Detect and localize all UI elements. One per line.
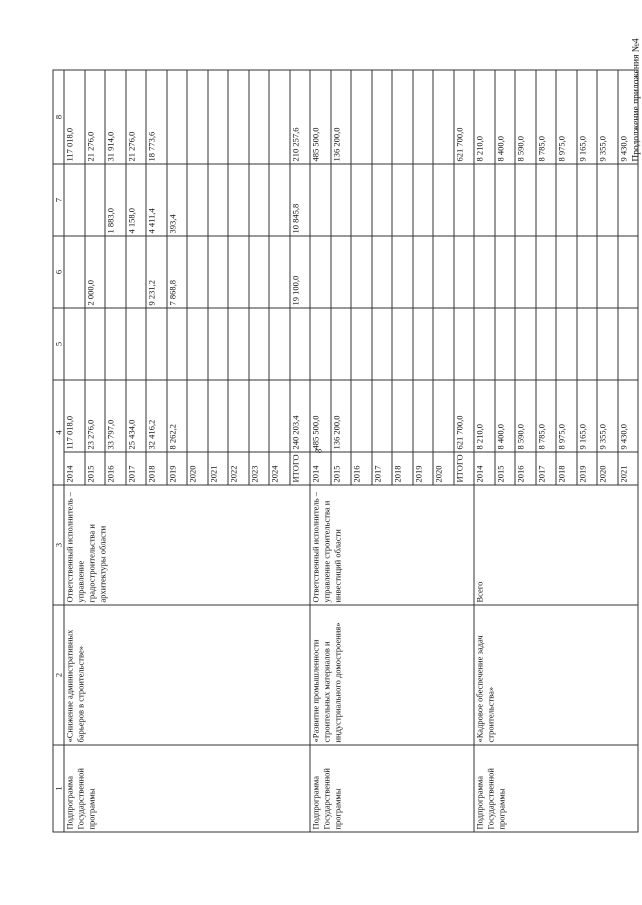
value-cell: 485 500,0 [310,380,331,452]
year-cell: 2017 [536,452,557,485]
col-header-2: 2 [53,605,64,745]
year-cell: 2017 [372,452,393,485]
value-cell: 25 434,0 [126,380,147,452]
value-cell [64,308,85,380]
value-cell [413,308,434,380]
value-cell: 210 257,6 [290,70,311,164]
value-cell [392,308,413,380]
value-cell [228,236,249,308]
year-cell: 2016 [351,452,372,485]
value-cell: 7 868,8 [167,236,188,308]
value-cell [392,380,413,452]
value-cell: 8 785,0 [536,380,557,452]
year-cell: 2018 [392,452,413,485]
value-cell [433,70,454,164]
value-cell: 621 700,0 [454,380,475,452]
value-cell [413,164,434,236]
value-cell [249,164,270,236]
value-cell [413,236,434,308]
value-cell [249,380,270,452]
year-cell: 2021 [618,452,639,485]
value-cell [64,164,85,236]
value-cell [228,308,249,380]
value-cell [556,164,577,236]
value-cell [413,380,434,452]
value-cell [331,236,352,308]
year-cell: 2015 [495,452,516,485]
document-header: Продолжение приложения №4 [631,38,642,162]
value-cell [351,308,372,380]
value-cell [474,164,495,236]
value-cell: 8 210,0 [474,380,495,452]
value-cell: 18 773,6 [146,70,167,164]
value-cell: 621 700,0 [454,70,475,164]
value-cell [105,308,126,380]
value-cell: 9 231,2 [146,236,167,308]
value-cell [495,164,516,236]
value-cell: 4 158,0 [126,164,147,236]
year-cell: 2018 [146,452,167,485]
value-cell [105,236,126,308]
value-cell [167,70,188,164]
col-header-4: 4 [53,380,64,485]
value-cell [556,308,577,380]
value-cell: 23 276,0 [85,380,106,452]
value-cell: 21 276,0 [85,70,106,164]
value-cell [146,308,167,380]
col-header-3: 3 [53,485,64,605]
value-cell [392,164,413,236]
value-cell [85,308,106,380]
table-row [64,70,85,832]
value-cell: 8 400,0 [495,70,516,164]
value-cell: 31 914,0 [105,70,126,164]
value-cell [536,308,557,380]
value-cell [556,236,577,308]
value-cell [208,380,229,452]
value-cell [454,308,475,380]
value-cell: 9 165,0 [577,380,598,452]
value-cell [167,308,188,380]
year-cell: 2014 [474,452,495,485]
value-cell: 10 845,8 [290,164,311,236]
value-cell [249,236,270,308]
value-cell [597,164,618,236]
value-cell [413,70,434,164]
value-cell [208,164,229,236]
year-cell: 2017 [126,452,147,485]
executor-cell: Ответственный исполнитель – управление строительства и инвестиций области [310,485,474,605]
value-cell [536,164,557,236]
value-cell: 2 000,0 [85,236,106,308]
value-cell: 8 262,2 [167,380,188,452]
value-cell: 117 018,0 [64,70,85,164]
year-cell: 2016 [515,452,536,485]
year-cell: ИТОГО [290,452,311,485]
value-cell [351,164,372,236]
subprogram-name: «Развитие промышленности строительных материалов и индустриального домостроения» [310,605,474,745]
value-cell: 21 276,0 [126,70,147,164]
value-cell [187,380,208,452]
value-cell [126,236,147,308]
value-cell [187,236,208,308]
value-cell: 4 411,4 [146,164,167,236]
value-cell [372,164,393,236]
value-cell [536,236,557,308]
year-cell: 2015 [85,452,106,485]
value-cell [351,236,372,308]
value-cell [187,164,208,236]
col-header-5: 5 [53,308,64,380]
year-cell: 2019 [167,452,188,485]
value-cell: 9 430,0 [618,380,639,452]
year-cell: 2021 [208,452,229,485]
value-cell [331,164,352,236]
year-cell: ИТОГО [454,452,475,485]
value-cell [372,380,393,452]
value-cell: 9 430,0 [618,70,639,164]
value-cell [433,380,454,452]
value-cell: 9 165,0 [577,70,598,164]
value-cell [597,236,618,308]
subprogram-name: «Снижение административных барьеров в строительстве» [64,605,310,745]
value-cell: 9 355,0 [597,70,618,164]
value-cell: 136 200,0 [331,70,352,164]
value-cell [269,380,290,452]
value-cell: 485 500,0 [310,70,331,164]
value-cell: 1 883,0 [105,164,126,236]
value-cell [618,308,639,380]
value-cell [351,380,372,452]
value-cell: 8 785,0 [536,70,557,164]
value-cell [454,236,475,308]
table-row [474,70,495,832]
value-cell [351,70,372,164]
value-cell [433,236,454,308]
value-cell: 8 590,0 [515,70,536,164]
value-cell: 32 416,2 [146,380,167,452]
value-cell [433,308,454,380]
value-cell [208,308,229,380]
value-cell: 8 210,0 [474,70,495,164]
value-cell: 8 590,0 [515,380,536,452]
year-cell: 2014 [64,452,85,485]
table-row [310,70,331,832]
value-cell [310,308,331,380]
value-cell [515,164,536,236]
value-cell: 8 975,0 [556,380,577,452]
year-cell: 2015 [331,452,352,485]
year-cell: 2019 [413,452,434,485]
value-cell [269,70,290,164]
value-cell [474,308,495,380]
table-body [64,70,638,832]
value-cell: 19 100,0 [290,236,311,308]
year-cell: 2024 [269,452,290,485]
value-cell [310,236,331,308]
executor-cell: Ответственный исполнитель – управление градостроительства и архитектуры области [64,485,310,605]
rotated-table-container [53,72,628,832]
subprogram-label: Подпрограмма Государственной программы [474,745,638,832]
value-cell: 8 400,0 [495,380,516,452]
value-cell [577,308,598,380]
value-cell: 117 018,0 [64,380,85,452]
value-cell [577,236,598,308]
value-cell [372,70,393,164]
subprogram-label: Подпрограмма Государственной программы [310,745,474,832]
value-cell: 9 355,0 [597,380,618,452]
value-cell [269,308,290,380]
value-cell [433,164,454,236]
year-cell: 2014 [310,452,331,485]
value-cell: 393,4 [167,164,188,236]
year-cell: 2019 [577,452,598,485]
value-cell [126,308,147,380]
value-cell [249,308,270,380]
value-cell [228,380,249,452]
value-cell [187,70,208,164]
value-cell [495,308,516,380]
executor-cell: Всего [474,485,638,605]
value-cell [85,164,106,236]
year-cell: 2020 [433,452,454,485]
page-number: 8 [313,448,324,454]
value-cell [454,164,475,236]
year-cell: 2016 [105,452,126,485]
col-header-7: 7 [53,164,64,236]
value-cell [228,70,249,164]
value-cell [515,308,536,380]
value-cell [228,164,249,236]
year-cell: 2018 [556,452,577,485]
value-cell: 8 975,0 [556,70,577,164]
value-cell [618,236,639,308]
year-cell: 2020 [187,452,208,485]
year-cell: 2020 [597,452,618,485]
value-cell [208,70,229,164]
value-cell [269,236,290,308]
value-cell [269,164,290,236]
value-cell [310,164,331,236]
value-cell [208,236,229,308]
value-cell: 136 200,0 [331,380,352,452]
value-cell [597,308,618,380]
value-cell [495,236,516,308]
col-header-8: 8 [53,70,64,164]
value-cell [372,236,393,308]
value-cell: 240 203,4 [290,380,311,452]
subprogram-label: Подпрограмма Государственной программы [64,745,310,832]
value-cell [392,236,413,308]
value-cell [249,70,270,164]
funding-table [53,69,639,832]
value-cell [290,308,311,380]
year-cell: 2023 [249,452,270,485]
subprogram-name: «Кадровое обеспечение задач строительства» [474,605,638,745]
column-number-row [53,70,64,832]
value-cell [577,164,598,236]
year-cell: 2022 [228,452,249,485]
value-cell: 33 797,0 [105,380,126,452]
value-cell [474,236,495,308]
value-cell [372,308,393,380]
col-header-1: 1 [53,745,64,832]
value-cell [618,164,639,236]
value-cell [187,308,208,380]
value-cell [64,236,85,308]
value-cell [515,236,536,308]
value-cell [392,70,413,164]
value-cell [331,308,352,380]
col-header-6: 6 [53,236,64,308]
